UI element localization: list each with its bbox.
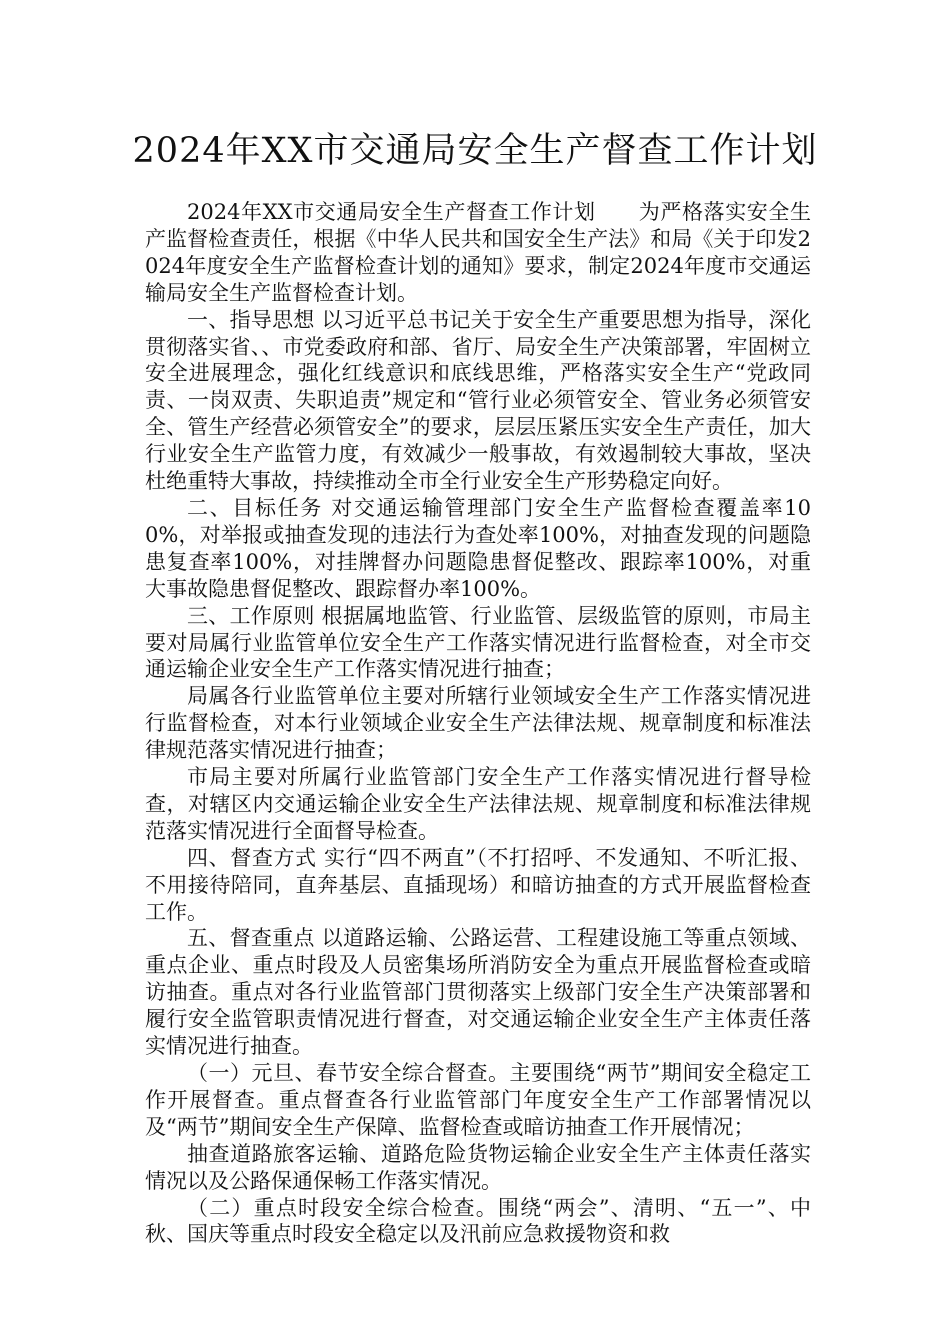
paragraph-bureau-units: 局属各行业监管单位主要对所辖行业领域安全生产工作落实情况进行监督检查，对本行业领域企业安全生产法律法规、规章制度和标准法律规范落实情况进行抽查；	[145, 684, 811, 763]
document-body	[145, 199, 811, 1248]
paragraph-intro: 2024年XX市交通局安全生产督查工作计划 为严格落实安全生产监督检查责任，根据《中华人民共和国安全生产法》和局《关于印发2024年度安全生产监督检查计划的通知》要求，制定2024年度市交通运输局安全生产监督检查计划。	[145, 200, 811, 305]
paragraph-key-periods: （二）重点时段安全综合检查。围绕“两会”、清明、“五一”、中秋、国庆等重点时段安全稳定以及汛前应急救援物资和救	[145, 1195, 811, 1247]
paragraph-new-year-spring: （一）元旦、春节安全综合督查。主要围绕“两节”期间安全稳定工作开展督查。重点督查各行业监管部门年度安全生产工作部署情况以及“两节”期间安全生产保障、监督检查或暗访抽查工作开展情况；	[145, 1061, 811, 1139]
paragraph-targets: 二、目标任务 对交通运输管理部门安全生产监督检查覆盖率100%，对举报或抽查发现的违法行为查处率100%，对抽查发现的问题隐患复查率100%，对挂牌督办问题隐患督促整改、跟踪率100%，对重大事故隐患督促整改、跟踪督办率100%。	[145, 495, 811, 601]
paragraph-inspection-method: 四、督查方式 实行“四不两直”（不打招呼、不发通知、不听汇报、不用接待陪同，直奔基层、直插现场）和暗访抽查的方式开展监督检查工作。	[145, 845, 811, 924]
paragraph-inspection-focus: 五、督查重点 以道路运输、公路运营、工程建设施工等重点领域、重点企业、重点时段及人员密集场所消防安全为重点开展监督检查或暗访抽查。重点对各行业监管部门贯彻落实上级部门安全生产决策部署和履行安全监管职责情况进行督查，对交通运输企业安全生产主体责任落实情况进行抽查。	[145, 926, 811, 1059]
paragraph-city-bureau: 市局主要对所属行业监管部门安全生产工作落实情况进行督导检查，对辖区内交通运输企业安全生产法律法规、规章制度和标准法律规范落实情况进行全面督导检查。	[145, 765, 811, 843]
document-title: 2024年XX市交通局安全生产督查工作计划	[132, 131, 818, 171]
paragraph-principles: 三、工作原则 根据属地监管、行业监管、层级监管的原则，市局主要对局属行业监管单位安全生产工作落实情况进行监督检查，对全市交通运输企业安全生产工作落实情况进行抽查；	[145, 603, 811, 682]
paragraph-guiding-ideology: 一、指导思想 以习近平总书记关于安全生产重要思想为指导，深化贯彻落实省、、市党委政府和部、省厅、局安全生产决策部署，牢固树立安全进展理念，强化红线意识和底线思维，严格落实安全生产“党政同责、一岗双责、失职追责”规定和“管行业必须管安全、管业务必须管安全、管生产经营必须管安全”的要求，层层压紧压实安全生产责任，加大行业安全生产监管力度，有效减少一般事故，有效遏制较大事故，坚决杜绝重特大事故，持续推动全市全行业安全生产形势稳定向好。	[145, 307, 811, 494]
paragraph-spot-check: 抽查道路旅客运输、道路危险货物运输企业安全生产主体责任落实情况以及公路保通保畅工作落实情况。	[145, 1141, 811, 1193]
